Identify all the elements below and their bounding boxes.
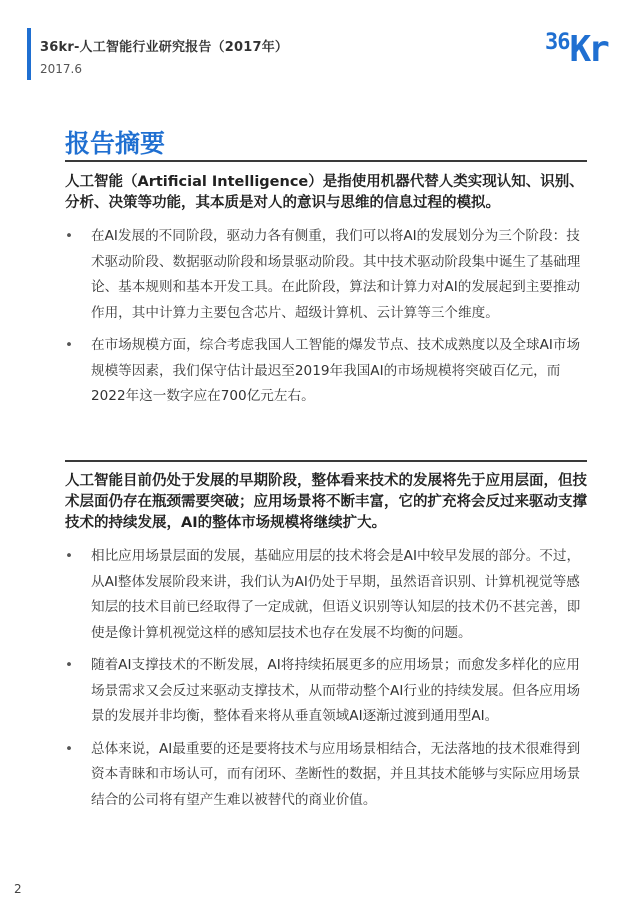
report-title: 36kr-人工智能行业研究报告（2017年） — [40, 40, 289, 55]
logo-number: 36 — [545, 30, 570, 55]
bullet-list — [65, 224, 587, 410]
lead-paragraph: 人工智能目前仍处于发展的早期阶段，整体看来技术的发展将先于应用层面，但技术层面仍存在瓶颈需要突破；应用场景将不断丰富，它的扩充将会反过来驱动支撑技术的持续发展，AI的整体市场规模将继续扩大。 — [65, 473, 587, 531]
summary-block-1 — [65, 172, 587, 417]
bullet-item: • 总体来说，AI最重要的还是要将技术与应用场景相结合，无法落地的技术很难得到资本青睐和市场认可，而有闭环、垄断性的数据，并且其技术能够与实际应用场景结合的公司将有望产生难以被替代的商业价值。 — [65, 737, 587, 814]
bullet-item: • 随着AI支撑技术的不断发展，AI将持续拓展更多的应用场景；而愈发多样化的应用场景需求又会反过来驱动支撑技术，从而带动整个AI行业的持续发展。但各应用场景的发展并非均衡，整体看来将从垂直领域AI逐渐过渡到通用型AI。 — [65, 653, 587, 730]
logo-text: Kr — [569, 29, 607, 70]
bullet-item: • 在市场规模方面，综合考虑我国人工智能的爆发节点、技术成熟度以及全球AI市场规模等因素，我们保守估计最迟至2019年我国AI的市场规模将突破百亿元，而2022年这一数字应在700亿元左右。 — [65, 333, 587, 410]
page-number: 2 — [14, 882, 22, 896]
bullet-list — [65, 544, 587, 813]
title-rule — [65, 160, 587, 162]
lead-paragraph: 人工智能（Artificial Intelligence）是指使用机器代替人类实现认知、识别、分析、决策等功能，其本质是对人的意识与思维的信息过程的模拟。 — [65, 174, 584, 211]
report-date: 2017.6 — [40, 62, 82, 76]
bullet-item: • 在AI发展的不同阶段，驱动力各有侧重，我们可以将AI的发展划分为三个阶段：技术驱动阶段、数据驱动阶段和场景驱动阶段。其中技术驱动阶段集中诞生了基础理论、基本规则和基本开发工具。在此阶段，算法和计算力对AI的发展起到主要推动作用，其中计算力主要包含芯片、超级计算机、云计算等三个维度。 — [65, 224, 587, 326]
brand-logo — [545, 29, 607, 70]
summary-block-2 — [65, 471, 587, 820]
section-title: 报告摘要 — [65, 129, 166, 158]
header-accent-bar — [27, 28, 31, 80]
bullet-item: • 相比应用场景层面的发展，基础应用层的技术将会是AI中较早发展的部分。不过，从AI整体发展阶段来讲，我们认为AI仍处于早期，虽然语音识别、计算机视觉等感知层的技术目前已经取得了一定成就，但语义识别等认知层的技术仍不甚完善，即使是像计算机视觉这样的感知层技术也存在发展不均衡的问题。 — [65, 544, 587, 646]
section-divider — [65, 460, 587, 462]
